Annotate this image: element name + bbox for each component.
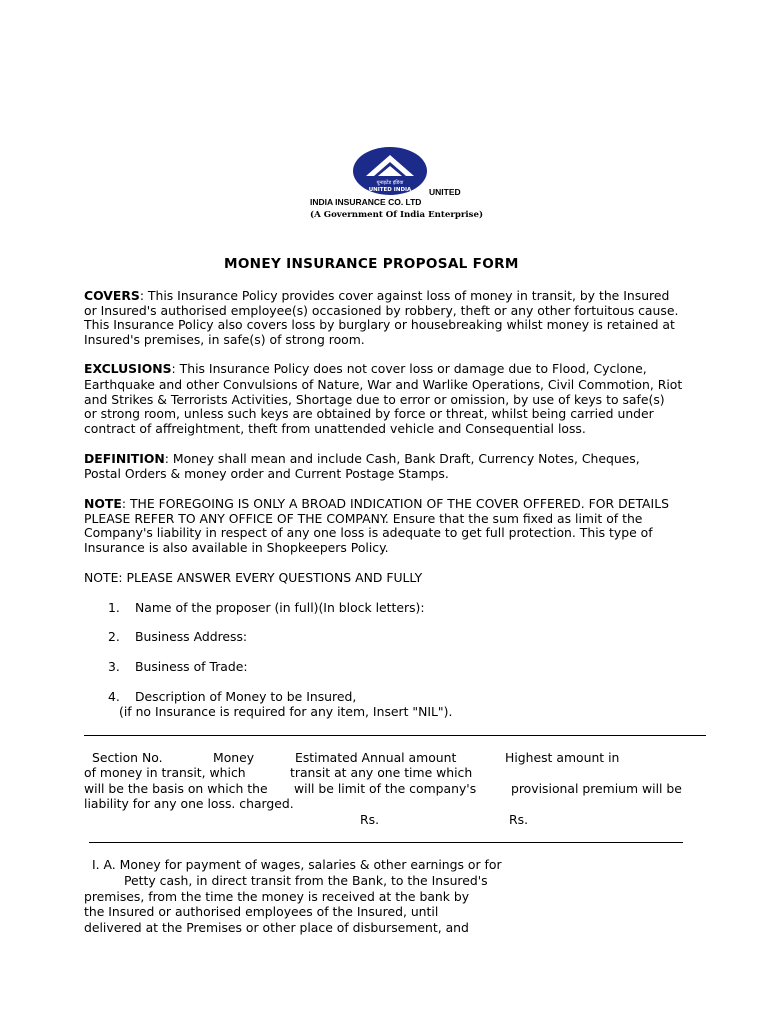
note-line-1: NOTE: THE FOREGOING IS ONLY A BROAD INDICATION OF THE COVER OFFERED. FOR DETAILS [84,496,669,511]
covers-line-1: COVERS: This Insurance Policy provides cover against loss of money in transit, by the Insured [84,288,670,303]
question-4-number: 4. [108,689,120,704]
company-name-line2: INDIA INSURANCE CO. LTD [310,197,422,207]
question-1-number: 1. [108,600,120,615]
col-header-line3-c: provisional premium will be [511,781,682,796]
question-2-number: 2. [108,629,120,644]
definition-line-2: Postal Orders & money order and Current Postage Stamps. [84,465,449,481]
page-title: MONEY INSURANCE PROPOSAL FORM [224,256,519,272]
divider-bottom [89,842,683,843]
col-section-no: Section No. [92,750,163,765]
note-line-2: PLEASE REFER TO ANY OFFICE OF THE COMPANY. Ensure that the sum fixed as limit of the [84,510,643,526]
col-money: Money [213,750,255,765]
exclusions-line-3: and Strikes & Terrorists Activities, Shortage due to error or omission, by use of keys to safe(s) [84,391,665,407]
divider-top [84,735,706,736]
united-india-logo [352,146,428,196]
note-line-4: Insurance is also available in Shopkeepers Policy. [84,539,389,555]
question-2-text: Business Address: [135,629,248,644]
item-1a-line-1: I. A. Money for payment of wages, salaries & other earnings or for [92,857,502,872]
item-1a-line-4: the Insured or authorised employees of the Insured, until [84,904,439,919]
exclusions-line-4: or strong room, unless such keys are obtained by force or threat, whilst being carried under [84,406,654,421]
definition-line-1: DEFINITION: Money shall mean and include Cash, Bank Draft, Currency Notes, Cheques, [84,451,640,466]
exclusions-line-2: Earthquake and other Convulsions of Nature, War and Warlike Operations, Civil Commotion, Riot [84,377,683,392]
logo-english-text: UNITED INDIA [368,187,412,193]
question-4-subnote: (if no Insurance is required for any item, Insert "NIL"). [119,704,453,719]
note-answer-all: NOTE: PLEASE ANSWER EVERY QUESTIONS AND FULLY [84,570,423,585]
company-tagline: (A Government Of India Enterprise) [310,210,484,220]
rs-label-1: Rs. [360,812,380,827]
covers-line-4: Insured's premises, in safe(s) of strong room. [84,331,365,347]
covers-label: COVERS [84,288,140,303]
item-1a-line-2: Petty cash, in direct transit from the Bank, to the Insured's [124,873,488,888]
exclusions-label: EXCLUSIONS [84,361,172,376]
col-header-line2-a: of money in transit, which [84,765,246,780]
col-estimated-annual: Estimated Annual amount [295,750,457,765]
question-3-number: 3. [108,659,120,674]
item-1a-line-5: delivered at the Premises or other place of disbursement, and [84,919,469,935]
item-1a-line-3: premises, from the time the money is received at the bank by [84,888,470,904]
exclusions-line-1: EXCLUSIONS: This Insurance Policy does not cover loss or damage due to Flood, Cyclone, [84,361,647,376]
definition-label: DEFINITION [84,451,165,466]
question-3-text: Business of Trade: [135,659,248,674]
col-header-line3-a: will be the basis on which the [84,781,268,796]
exclusions-line-5: contract of affreightment, theft from unattended vehicle and Consequential loss. [84,420,586,436]
question-4-text: Description of Money to be Insured, [135,689,357,704]
rs-label-2: Rs. [509,812,529,827]
covers-line-2: or Insured's authorised employee(s) occasioned by robbery, theft or any other fortuitous cause. [84,302,679,318]
question-1-text: Name of the proposer (in full)(In block letters): [135,600,425,615]
note-line-3: Company's liability in respect of any one loss is adequate to get full protection. This type of [84,525,653,540]
logo-hindi-text: यूनाइटेड इंडिया [376,180,404,186]
col-header-line4: liability for any one loss. charged. [84,796,294,811]
company-name-line1: UNITED [429,187,461,197]
covers-line-3: This Insurance Policy also covers loss by burglary or housebreaking whilst money is retained at [84,317,675,332]
note-label: NOTE [84,496,122,511]
col-header-line2-b: transit at any one time which [290,765,473,780]
col-header-line3-b: will be limit of the company's [294,781,477,796]
col-highest-amount: Highest amount in [505,750,620,765]
